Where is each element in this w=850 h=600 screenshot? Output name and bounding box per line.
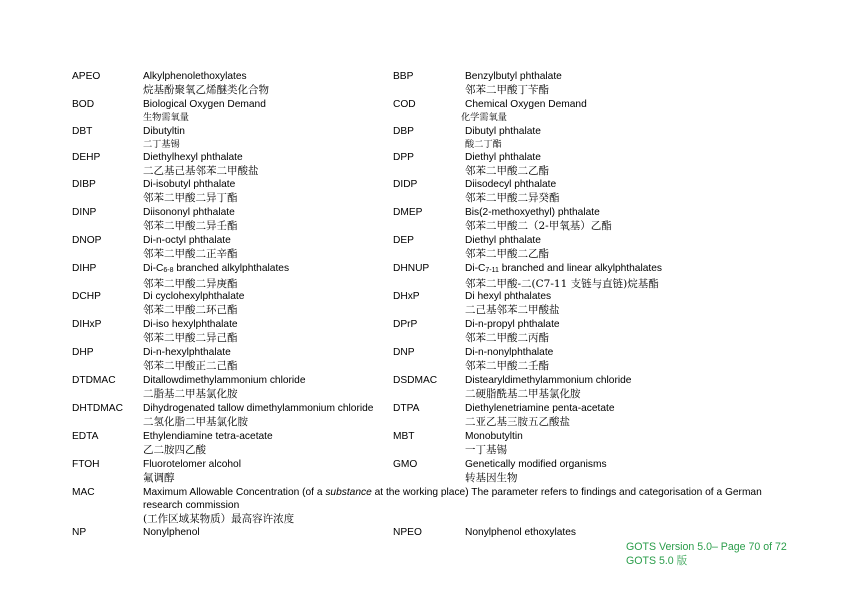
abbreviation: APEO (72, 71, 101, 82)
definition-en-part: at the working place) The parameter refers to findings and categorisation of a German research commission (143, 487, 762, 511)
definition-en: Diethyl phthalate (465, 235, 541, 246)
definition-cn: 邻苯二甲酸二正辛酯 (143, 248, 238, 260)
definition-en: Dibutyl phthalate (465, 126, 541, 137)
abbreviation: DHNUP (393, 263, 430, 274)
definition-en-part: Di-C (465, 263, 486, 274)
definition-en: Diisononyl phthalate (143, 207, 235, 218)
definition-en: Diisodecyl phthalate (465, 179, 557, 190)
footer-version-cn: GOTS 5.0 版 (626, 555, 688, 567)
definition-cn: 转基因生物 (465, 472, 518, 484)
definition-cn: 邻苯二甲酸二异癸酯 (465, 192, 560, 204)
abbreviation: DIDP (393, 179, 418, 190)
definition (143, 346, 238, 373)
definition-cn: 邻苯二甲酸丁苄酯 (465, 84, 549, 96)
definition-cn: 二己基邻苯二甲酸盐 (465, 304, 560, 316)
definition-en-part: Di-C (143, 263, 164, 274)
definition (465, 151, 549, 178)
definition (143, 486, 783, 526)
definition-en: Di-isobutyl phthalate (143, 179, 236, 190)
definition-cn: 氟调醇 (143, 472, 175, 484)
definition-cn: (工作区域某物质）最高容许浓度 (143, 513, 295, 525)
definition-en-part: branched and linear alkylphthalates (498, 263, 662, 274)
definition-cn: 邻苯二甲酸二环己酯 (143, 304, 238, 316)
definition-en: Ditallowdimethylammonium chloride (143, 375, 306, 386)
definition (465, 262, 662, 291)
definition-en-part: branched alkylphthalates (173, 263, 290, 274)
definition-cn: 邻苯二甲酸-二(C7-11 支链与直链)烷基酯 (465, 278, 659, 290)
abbreviation: DBT (72, 126, 93, 137)
abbreviation: DHxP (393, 291, 420, 302)
definition-cn: 化学需氧量 (461, 112, 507, 123)
definition-cn: 一丁基锡 (465, 444, 507, 456)
definition-cn: 邻苯二甲酸二乙酯 (465, 248, 549, 260)
abbreviation: DBP (393, 126, 414, 137)
definition-cn: 邻苯二甲酸二（2-甲氧基）乙酯 (465, 220, 612, 232)
abbreviation: BOD (72, 99, 95, 110)
definition-en: Di cyclohexylphthalate (143, 291, 245, 302)
definition-cn: 烷基酚聚氧乙烯醚类化合物 (143, 84, 269, 96)
definition-en: Chemical Oxygen Demand (465, 99, 587, 110)
definition (143, 458, 241, 485)
definition (465, 125, 541, 151)
definition-en: Di-n-hexylphthalate (143, 347, 231, 358)
abbreviation: DEHP (72, 152, 101, 163)
abbreviation: DTDMAC (72, 375, 116, 386)
definition-en: Alkylphenolethoxylates (143, 71, 247, 82)
definition-en: Nonylphenol (143, 527, 200, 538)
abbreviation: DIBP (72, 179, 96, 190)
definition (465, 526, 576, 539)
definition-en: Ethylendiamine tetra-acetate (143, 431, 273, 442)
abbreviation: DHTDMAC (72, 403, 123, 414)
definition-cn: 二丁基锡 (143, 139, 180, 150)
definition (143, 234, 238, 261)
definition-cn: 二硬脂酰基二甲基氯化胺 (465, 388, 581, 400)
definition-cn: 邻苯二甲酸二乙酯 (465, 165, 549, 177)
definition-cn: 二氢化脂二甲基氯化胺 (143, 416, 248, 428)
abbreviation: DNP (393, 347, 415, 358)
abbreviation: DHP (72, 347, 94, 358)
definition (465, 318, 560, 345)
abbreviation: DEP (393, 235, 414, 246)
definition-en: Dibutyltin (143, 126, 185, 137)
definition (465, 290, 560, 317)
abbreviation: BBP (393, 71, 414, 82)
abbreviation: DSDMAC (393, 375, 438, 386)
definition-en: Benzylbutyl phthalate (465, 71, 562, 82)
definition (143, 402, 373, 429)
definition-en: Bis(2-methoxyethyl) phthalate (465, 207, 600, 218)
footer-version-en: GOTS Version 5.0– Page 70 of 72 (626, 541, 787, 553)
definition-cn: 生物需氧量 (143, 112, 189, 123)
definition-en: Di-iso hexylphthalate (143, 319, 238, 330)
definition (143, 318, 238, 345)
abbreviation: NP (72, 527, 87, 538)
definition-en: Di-n-nonylphthalate (465, 347, 554, 358)
definition (465, 458, 607, 485)
definition-cn: 二乙基己基邻苯二甲酸盐 (143, 165, 259, 177)
definition-cn: 二亚乙基三胺五乙酸盐 (465, 416, 570, 428)
definition (143, 70, 269, 97)
abbreviation: DMEP (393, 207, 423, 218)
definition-en: Di-n-propyl phthalate (465, 319, 560, 330)
abbreviation: GMO (393, 459, 418, 470)
definition-cn: 邻苯二甲酸二异壬酯 (143, 220, 238, 232)
definition (465, 178, 560, 205)
page-footer (626, 540, 787, 568)
definition-cn: 乙二胺四乙酸 (143, 444, 206, 456)
definition-en: Diethylenetriamine penta-acetate (465, 403, 615, 414)
abbreviation: MBT (393, 431, 415, 442)
definition-en: Biological Oxygen Demand (143, 99, 266, 110)
abbreviation: DPrP (393, 319, 418, 330)
definition (465, 374, 631, 401)
definition (143, 430, 273, 457)
abbreviation: DCHP (72, 291, 101, 302)
definition-en: Dihydrogenated tallow dimethylammonium chloride (143, 403, 374, 414)
abbreviation: COD (393, 99, 416, 110)
definition-cn: 酸二丁酯 (465, 139, 502, 150)
abbreviation: NPEO (393, 527, 422, 538)
definition-en-emphasis: substance (325, 487, 372, 498)
definition (143, 206, 238, 233)
definition-en: Genetically modified organisms (465, 459, 607, 470)
definition (143, 151, 259, 178)
definition-en: Distearyldimethylammonium chloride (465, 375, 632, 386)
carbon-range-subscript: 6-8 (163, 267, 174, 274)
definition-en: Diethylhexyl phthalate (143, 152, 243, 163)
definition (143, 526, 200, 539)
definition (465, 402, 615, 429)
definition-en (465, 263, 662, 274)
definition (143, 290, 244, 317)
definition-en: Monobutyltin (465, 431, 523, 442)
definition (465, 206, 612, 233)
definition-en (143, 263, 289, 274)
definition (143, 125, 185, 151)
definition (143, 178, 238, 205)
definition-cn: 邻苯二甲酸二丙酯 (465, 332, 549, 344)
abbreviation: DPP (393, 152, 414, 163)
definition-cn: 邻苯二甲酸二异丁酯 (143, 192, 238, 204)
definition (465, 430, 523, 457)
abbreviation: DIHP (72, 263, 97, 274)
abbreviation: MAC (72, 487, 95, 498)
abbreviation: DINP (72, 207, 97, 218)
definition-cn: 邻苯二甲酸正二己酯 (143, 360, 238, 372)
definition-en-part: Maximum Allowable Concentration (of a (143, 487, 326, 498)
definition-cn: 邻苯二甲酸二异己酯 (143, 332, 238, 344)
definition (461, 98, 587, 124)
abbreviation: DNOP (72, 235, 102, 246)
definition-cn: 二脂基二甲基氯化胺 (143, 388, 238, 400)
carbon-range-subscript: 7-11 (485, 267, 499, 274)
abbreviation: DIHxP (72, 319, 102, 330)
definition (465, 346, 553, 373)
definition-cn: 邻苯二甲酸二壬酯 (465, 360, 549, 372)
abbreviation: FTOH (72, 459, 100, 470)
definition (143, 374, 306, 401)
definition (143, 262, 289, 291)
definition-en: Nonylphenol ethoxylates (465, 527, 577, 538)
definition-en: Di-n-octyl phthalate (143, 235, 231, 246)
definition-en: Fluorotelomer alcohol (143, 459, 241, 470)
definition (143, 98, 266, 124)
abbreviation: EDTA (72, 431, 99, 442)
definition-en: Di hexyl phthalates (465, 291, 552, 302)
definition (465, 70, 562, 97)
definition-en: Diethyl phthalate (465, 152, 541, 163)
definition-cn: 邻苯二甲酸二异庚酯 (143, 278, 238, 290)
definition (465, 234, 549, 261)
abbreviation: DTPA (393, 403, 420, 414)
